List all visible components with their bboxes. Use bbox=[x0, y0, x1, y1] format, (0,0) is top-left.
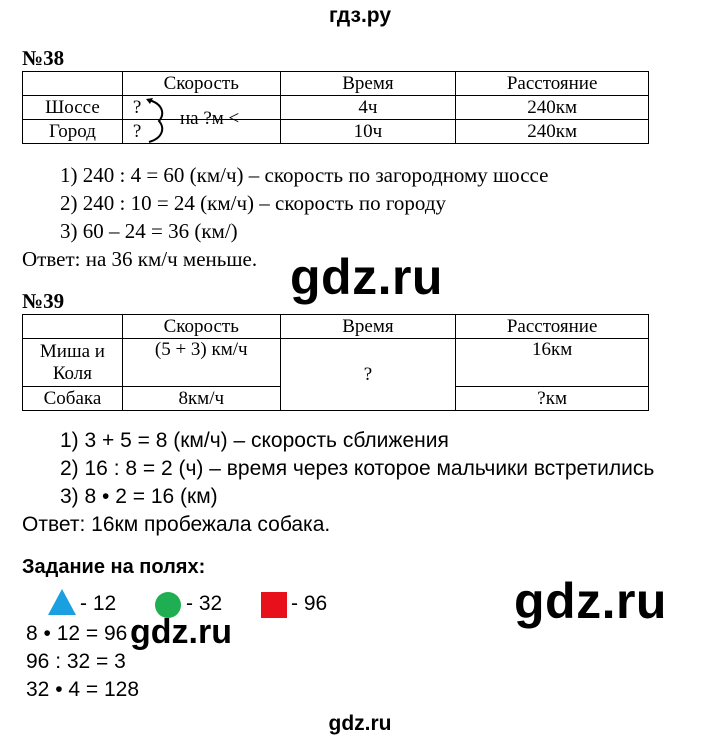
header-cell bbox=[23, 72, 123, 96]
answer-text: Ответ: 16км пробежала собака. bbox=[22, 513, 331, 536]
header-time: Время bbox=[280, 315, 456, 339]
watermark: gdz.ru bbox=[290, 249, 443, 305]
distance-cell: 16км bbox=[456, 339, 649, 387]
row-label-line: Коля bbox=[52, 362, 93, 384]
solution-step: 1) 240 : 4 = 60 (км/ч) – скорость по загородному шоссе bbox=[60, 163, 549, 187]
task-38-table bbox=[22, 71, 649, 144]
solution-step: 2) 16 : 8 = 2 (ч) – время через которое мальчики встретились bbox=[60, 457, 655, 480]
solution-step: 3) 60 – 24 = 36 (км/) bbox=[60, 219, 238, 243]
site-footer: gdz.ru bbox=[328, 712, 392, 735]
table-header-row bbox=[23, 315, 649, 339]
answer-text: Ответ: на 36 км/ч меньше. bbox=[22, 247, 258, 271]
solution-step: 2) 240 : 10 = 24 (км/ч) – скорость по городу bbox=[60, 191, 447, 215]
table-header-row bbox=[23, 72, 649, 96]
row-label bbox=[23, 339, 123, 387]
header-speed: Скорость bbox=[122, 72, 280, 96]
margin-line: 8 • 12 = 96 bbox=[26, 622, 128, 645]
header-cell bbox=[23, 315, 123, 339]
shape-value: - 12 bbox=[80, 592, 117, 615]
square-icon bbox=[261, 592, 287, 618]
watermark: gdz.ru bbox=[514, 573, 667, 629]
speed-cell: ? bbox=[122, 96, 280, 120]
watermark: gdz.ru bbox=[130, 613, 232, 651]
site-header: гдз.ру bbox=[328, 4, 392, 27]
row-label: Собака bbox=[23, 387, 123, 411]
triangle-icon bbox=[47, 588, 77, 616]
time-cell: ? bbox=[280, 339, 456, 411]
time-cell: 10ч bbox=[280, 120, 456, 144]
solution-step: 1) 3 + 5 = 8 (км/ч) – скорость сближения bbox=[60, 429, 449, 452]
speed-cell: 8км/ч bbox=[122, 387, 280, 411]
header-time: Время bbox=[280, 72, 456, 96]
margin-line: 96 : 32 = 3 bbox=[26, 650, 126, 673]
task-39-table bbox=[22, 314, 649, 411]
comparison-annotation: на ?м < bbox=[180, 108, 240, 129]
table-row bbox=[23, 96, 649, 120]
distance-cell: 240км bbox=[456, 120, 649, 144]
task-38-number: №38 bbox=[22, 46, 65, 70]
speed-cell: ? bbox=[122, 120, 280, 144]
margin-line: 32 • 4 = 128 bbox=[26, 678, 140, 701]
row-label-line: Миша и bbox=[39, 340, 105, 362]
table-row bbox=[23, 339, 649, 387]
task-39-number: №39 bbox=[22, 289, 65, 313]
shape-value: - 96 bbox=[291, 592, 328, 615]
header-distance: Расстояние bbox=[456, 72, 649, 96]
margin-task-title: Задание на полях: bbox=[22, 556, 206, 578]
header-distance: Расстояние bbox=[456, 315, 649, 339]
distance-cell: ?км bbox=[456, 387, 649, 411]
comparison-brace-icon bbox=[143, 98, 173, 144]
row-label: Шоссе bbox=[23, 96, 123, 120]
row-label: Город bbox=[23, 120, 123, 144]
header-speed: Скорость bbox=[122, 315, 280, 339]
solution-step: 3) 8 • 2 = 16 (км) bbox=[60, 485, 218, 508]
time-cell: 4ч bbox=[280, 96, 456, 120]
speed-cell: (5 + 3) км/ч bbox=[122, 339, 280, 387]
table-row bbox=[23, 120, 649, 144]
shape-value: - 32 bbox=[186, 592, 223, 615]
distance-cell: 240км bbox=[456, 96, 649, 120]
